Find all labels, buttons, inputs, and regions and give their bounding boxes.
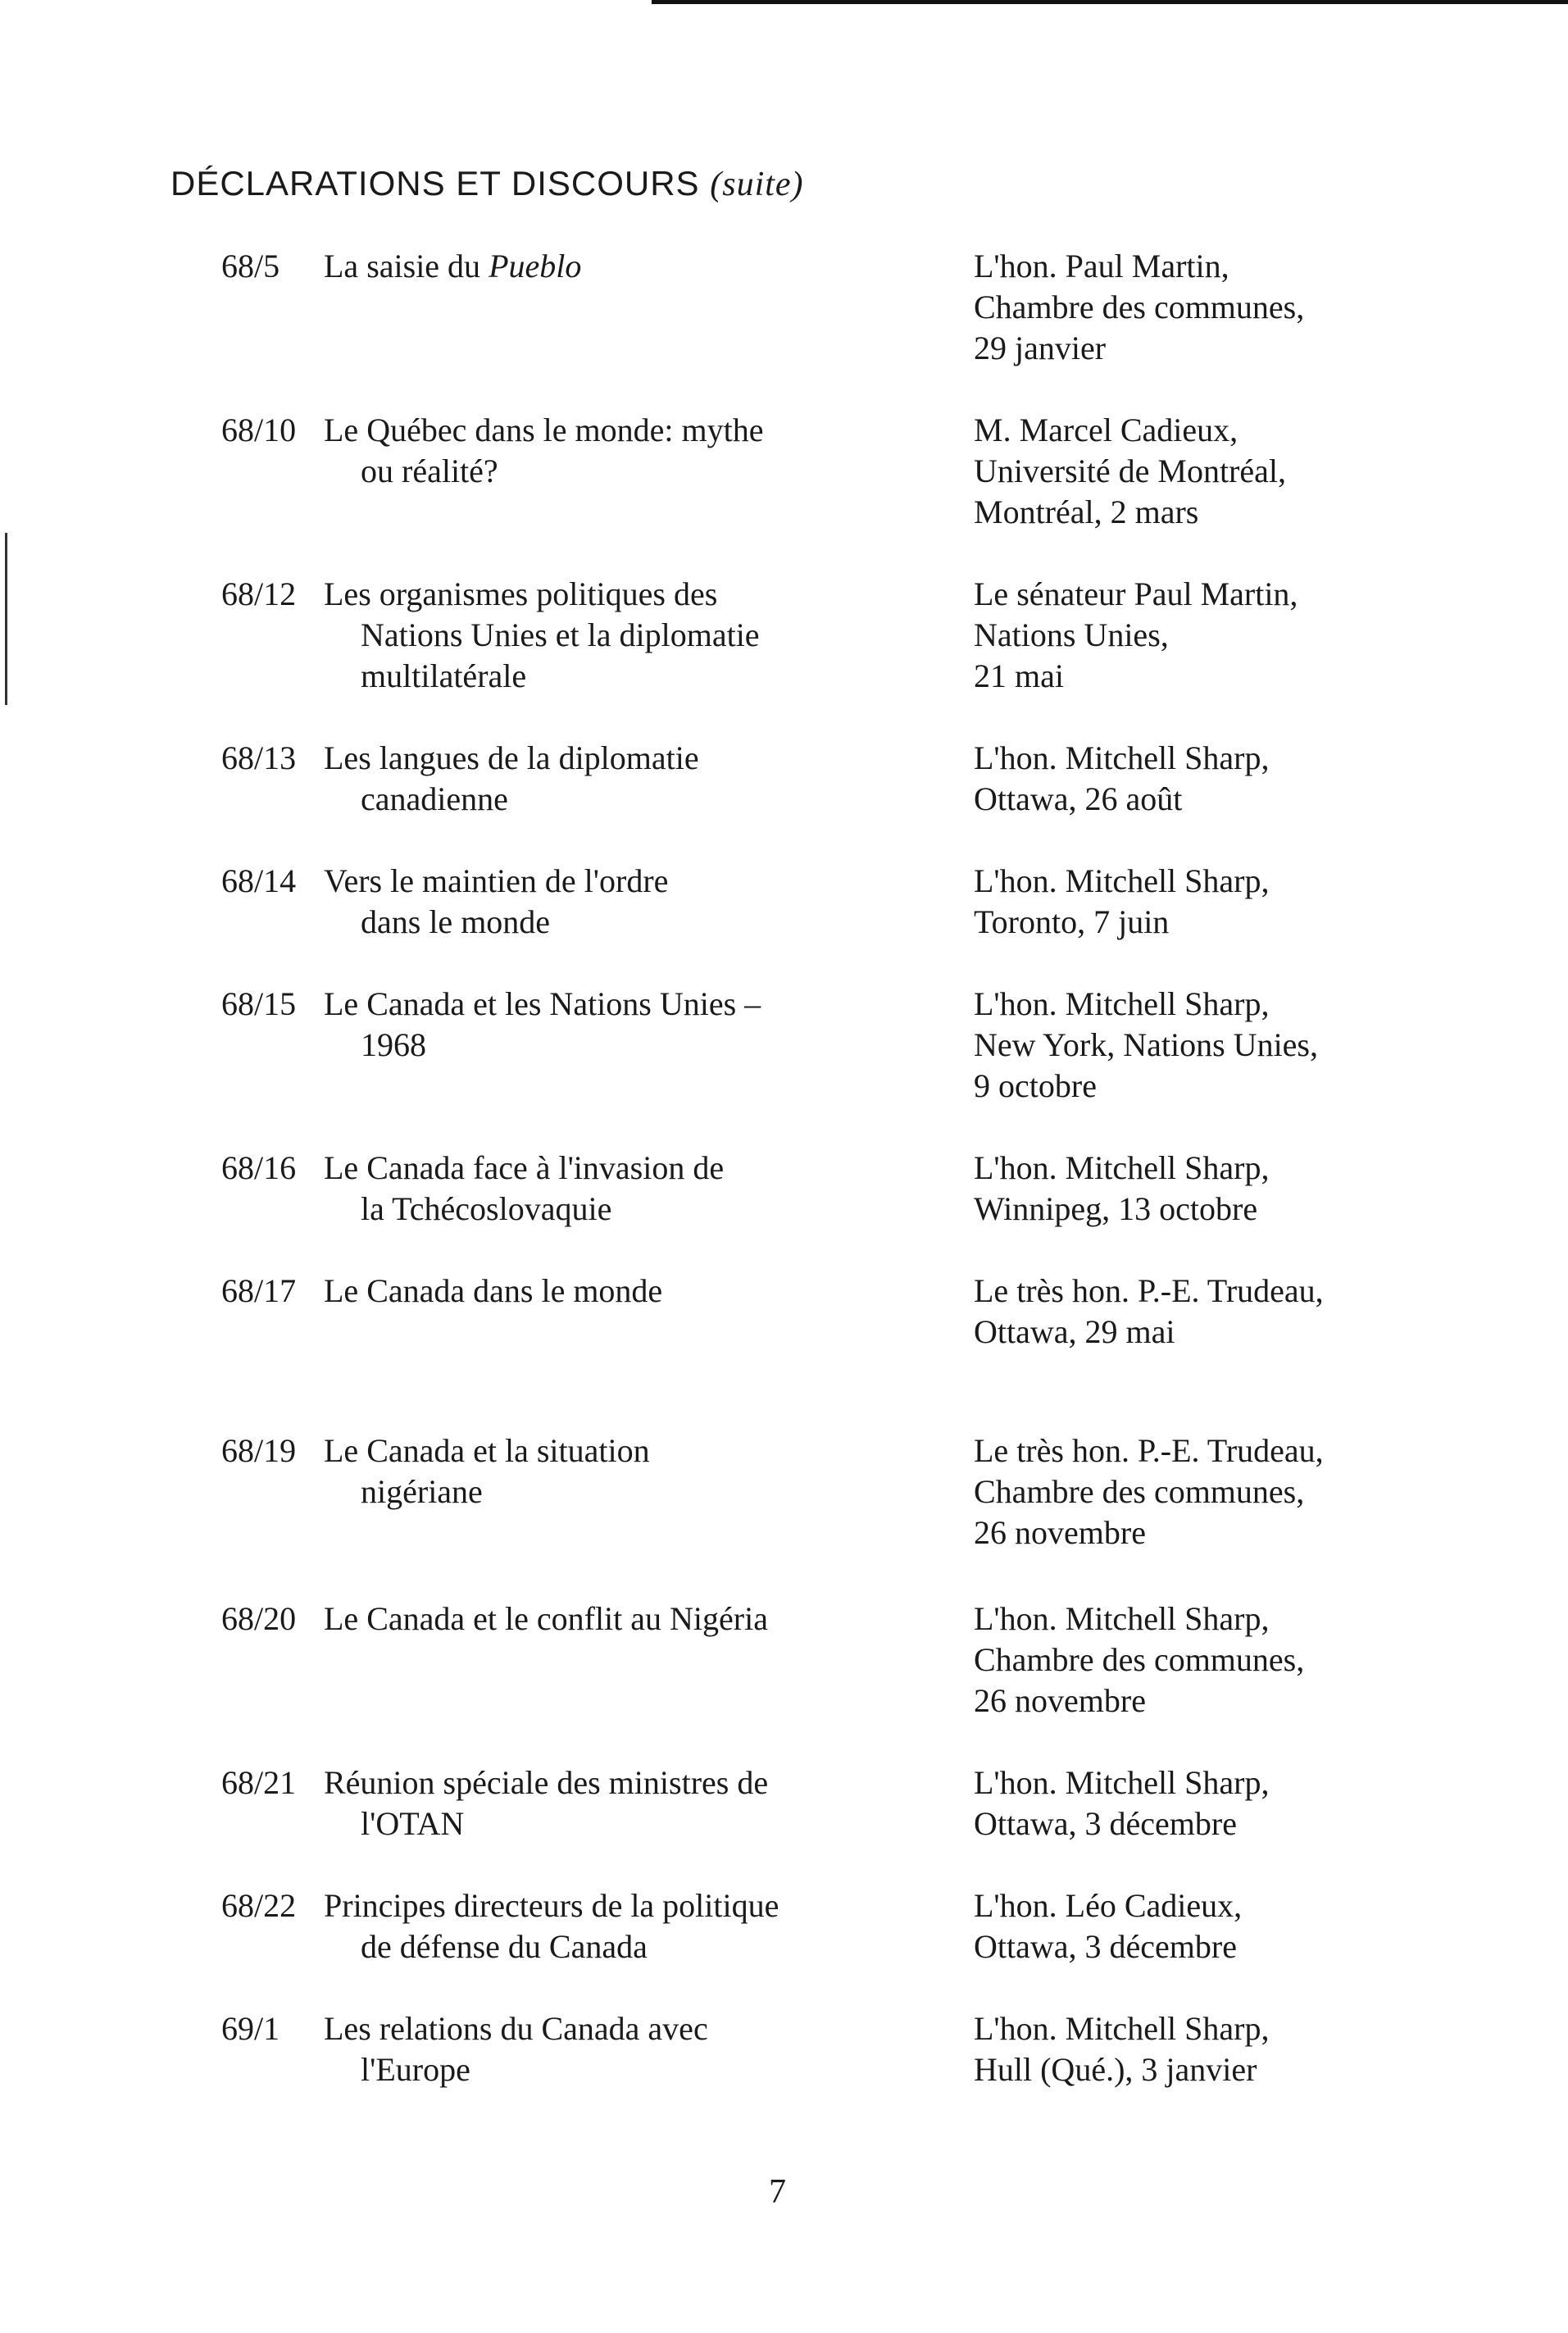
entry-source-line: Montréal, 2 mars bbox=[974, 493, 1199, 530]
entry-title bbox=[324, 410, 881, 492]
entry-number: 68/12 bbox=[221, 575, 297, 612]
entry-number: 68/19 bbox=[221, 1432, 297, 1469]
heading-main: DÉCLARATIONS ET DISCOURS bbox=[170, 164, 700, 202]
edge-mark bbox=[5, 533, 7, 705]
entry-source bbox=[974, 1148, 1548, 1230]
entry-title bbox=[324, 738, 881, 820]
entry-source-line: Winnipeg, 13 octobre bbox=[974, 1190, 1258, 1227]
entry-number: 68/21 bbox=[221, 1764, 297, 1801]
entry-source-line: Chambre des communes, bbox=[974, 1641, 1305, 1678]
entry-title-line: canadienne bbox=[361, 780, 508, 817]
entry-number: 68/20 bbox=[221, 1600, 297, 1637]
entry-title-line: Le Canada et le conflit au Nigéria bbox=[324, 1600, 768, 1637]
entry-source-line: L'hon. Mitchell Sharp, bbox=[974, 985, 1270, 1022]
entry-title bbox=[324, 1148, 881, 1230]
entry-source-line: Toronto, 7 juin bbox=[974, 903, 1170, 940]
entry-source bbox=[974, 861, 1548, 943]
entry-number: 68/5 bbox=[221, 248, 280, 284]
entry-number: 69/1 bbox=[221, 2010, 280, 2047]
heading-suffix: (suite) bbox=[710, 166, 804, 203]
entry-source bbox=[974, 1430, 1548, 1553]
entry-source bbox=[974, 574, 1548, 697]
entry-title-line: multilatérale bbox=[361, 657, 527, 694]
entry-number: 68/22 bbox=[221, 1887, 297, 1924]
entry-title-line: Le Québec dans le monde: mythe bbox=[324, 412, 764, 448]
entry-source-line: Nations Unies, bbox=[974, 616, 1169, 653]
entry-source bbox=[974, 984, 1548, 1107]
entry-title bbox=[324, 984, 881, 1066]
entry-title-line: Réunion spéciale des ministres de bbox=[324, 1764, 769, 1801]
entry-source-line: 21 mai bbox=[974, 657, 1064, 694]
entry-source-line: L'hon. Mitchell Sharp, bbox=[974, 739, 1270, 776]
entry-source-line: L'hon. Mitchell Sharp, bbox=[974, 2010, 1270, 2047]
entry-title-line: 1968 bbox=[361, 1026, 426, 1063]
page-number: 7 bbox=[769, 2173, 786, 2211]
entry-source bbox=[974, 2008, 1548, 2090]
entry-title-line: Les langues de la diplomatie bbox=[324, 739, 699, 776]
entry-title-line: dans le monde bbox=[361, 903, 551, 940]
entry-source-line: 26 novembre bbox=[974, 1682, 1146, 1719]
entry-source bbox=[974, 1762, 1548, 1844]
top-rule bbox=[652, 0, 1568, 4]
entry-source-line: Chambre des communes, bbox=[974, 289, 1305, 325]
entry-source-line: Le très hon. P.-E. Trudeau, bbox=[974, 1272, 1324, 1309]
entry-title-line: Nations Unies et la diplomatie bbox=[361, 616, 760, 653]
entry-title bbox=[324, 246, 881, 287]
entry-title-line: La saisie du Pueblo bbox=[324, 248, 582, 284]
entry-number: 68/17 bbox=[221, 1272, 297, 1309]
entry-source bbox=[974, 246, 1548, 369]
entry-source bbox=[974, 410, 1548, 533]
entry-source-line: L'hon. Mitchell Sharp, bbox=[974, 1600, 1270, 1637]
entry-title-line: la Tchécoslovaquie bbox=[361, 1190, 612, 1227]
entry-title bbox=[324, 1599, 881, 1639]
entry-source-line: L'hon. Mitchell Sharp, bbox=[974, 1149, 1270, 1186]
entry-title bbox=[324, 1762, 881, 1844]
entry-source-line: L'hon. Mitchell Sharp, bbox=[974, 1764, 1270, 1801]
entry-source-line: Hull (Qué.), 3 janvier bbox=[974, 2051, 1257, 2088]
entry-title-line: Vers le maintien de l'ordre bbox=[324, 862, 669, 899]
entry-source-line: Le sénateur Paul Martin, bbox=[974, 575, 1298, 612]
entry-source-line: Ottawa, 29 mai bbox=[974, 1313, 1175, 1350]
entry-source bbox=[974, 1271, 1548, 1353]
entry-title-line: Les relations du Canada avec bbox=[324, 2010, 708, 2047]
entry-title bbox=[324, 574, 881, 697]
entry-source-line: New York, Nations Unies, bbox=[974, 1026, 1318, 1063]
entry-source-line: Ottawa, 26 août bbox=[974, 780, 1183, 817]
entry-source bbox=[974, 1885, 1548, 1967]
entry-title-line: de défense du Canada bbox=[361, 1928, 648, 1965]
entry-title-line: Le Canada et la situation bbox=[324, 1432, 650, 1469]
entry-number: 68/14 bbox=[221, 862, 297, 899]
entry-source-line: L'hon. Paul Martin, bbox=[974, 248, 1229, 284]
entry-title-line: nigériane bbox=[361, 1473, 483, 1510]
entry-source-line: M. Marcel Cadieux, bbox=[974, 412, 1238, 448]
entry-title-line: Les organismes politiques des bbox=[324, 575, 718, 612]
entry-number: 68/13 bbox=[221, 739, 297, 776]
entry-source-line: 9 octobre bbox=[974, 1067, 1097, 1104]
entry-title bbox=[324, 861, 881, 943]
entry-title bbox=[324, 1430, 881, 1512]
entry-source-line: L'hon. Léo Cadieux, bbox=[974, 1887, 1243, 1924]
entry-source bbox=[974, 1599, 1548, 1721]
entry-title-line: Le Canada face à l'invasion de bbox=[324, 1149, 725, 1186]
entry-source-line: L'hon. Mitchell Sharp, bbox=[974, 862, 1270, 899]
entry-title-line: Le Canada et les Nations Unies – bbox=[324, 985, 761, 1022]
entry-source-line: Ottawa, 3 décembre bbox=[974, 1805, 1237, 1842]
entry-title bbox=[324, 1885, 881, 1967]
entry-source-line: Université de Montréal, bbox=[974, 453, 1286, 489]
entry-title bbox=[324, 2008, 881, 2090]
entry-source-line: Le très hon. P.-E. Trudeau, bbox=[974, 1432, 1324, 1469]
entry-title-line: Principes directeurs de la politique bbox=[324, 1887, 779, 1924]
entry-title-line: ou réalité? bbox=[361, 453, 498, 489]
italic-title-word: Pueblo bbox=[489, 248, 582, 284]
entry-title-line: l'OTAN bbox=[361, 1805, 465, 1842]
entry-source-line: 29 janvier bbox=[974, 330, 1107, 366]
entry-title bbox=[324, 1271, 881, 1312]
entry-title-line: l'Europe bbox=[361, 2051, 470, 2088]
entry-source-line: Chambre des communes, bbox=[974, 1473, 1305, 1510]
entry-number: 68/16 bbox=[221, 1149, 297, 1186]
entry-number: 68/15 bbox=[221, 985, 297, 1022]
page-heading bbox=[170, 164, 804, 204]
entry-number: 68/10 bbox=[221, 412, 297, 448]
entry-source bbox=[974, 738, 1548, 820]
entry-source-line: 26 novembre bbox=[974, 1514, 1146, 1551]
entry-source-line: Ottawa, 3 décembre bbox=[974, 1928, 1237, 1965]
entry-title-line: Le Canada dans le monde bbox=[324, 1272, 663, 1309]
